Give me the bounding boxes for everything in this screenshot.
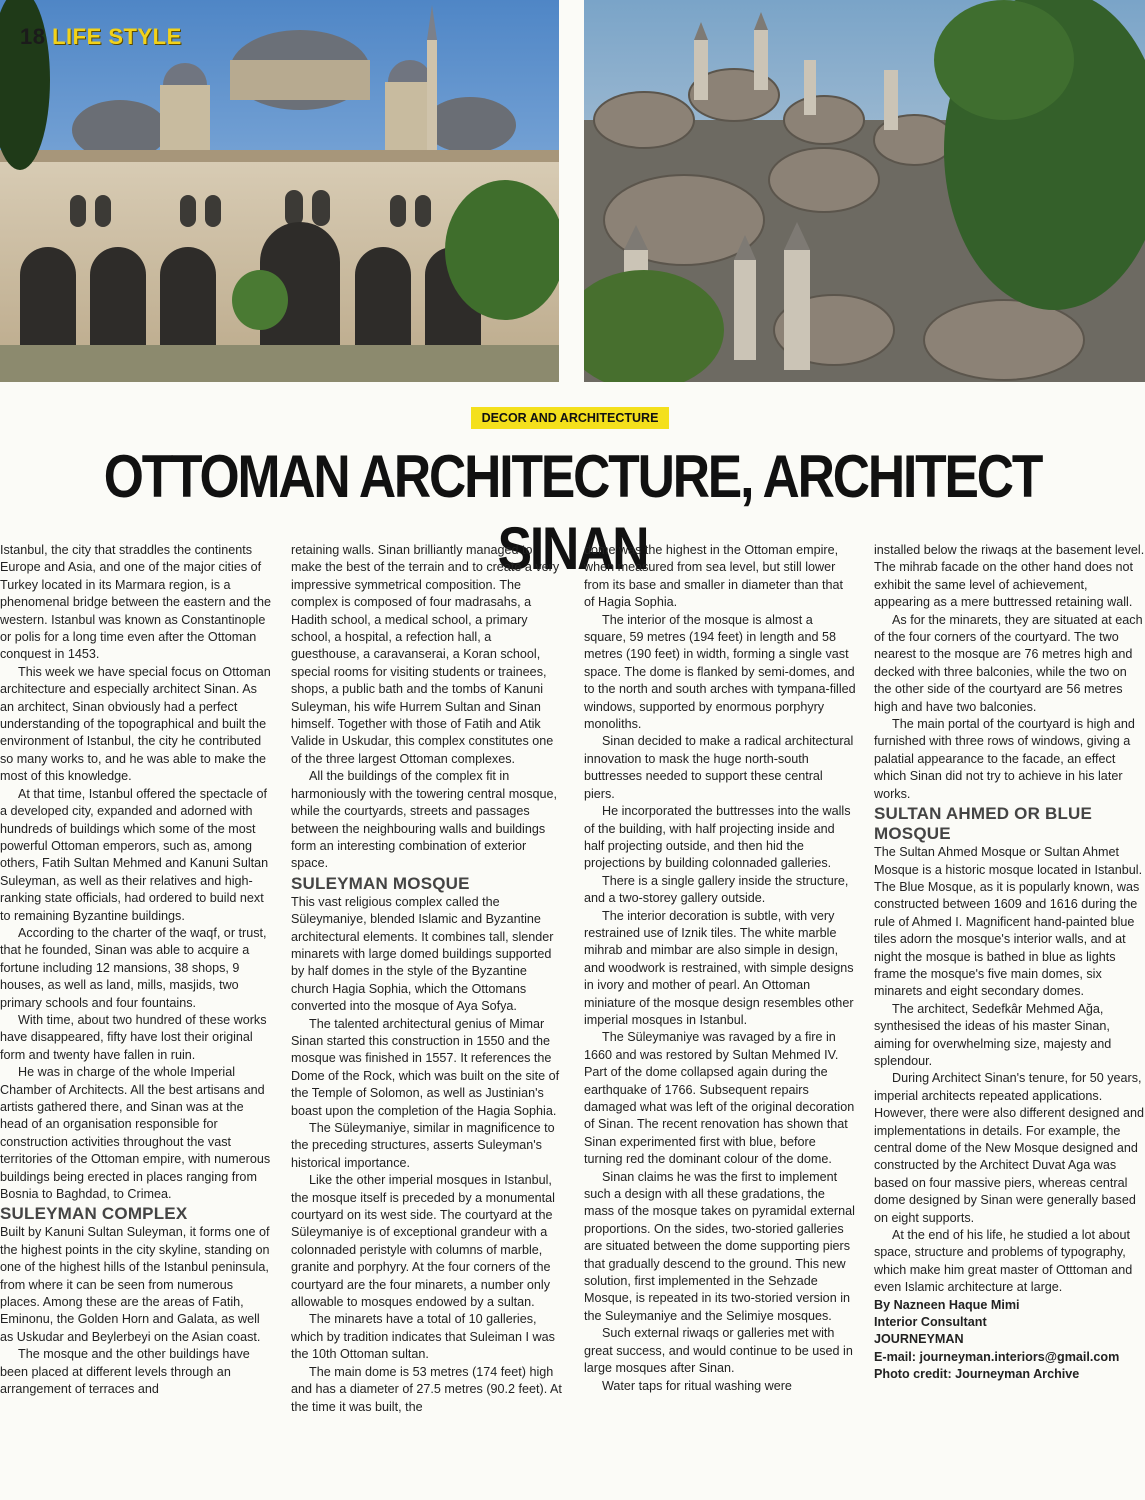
byline — [874, 1297, 1145, 1384]
paragraph: Sinan decided to make a radical architectural innovation to mask the huge north-south buttresses needed to support these central piers. — [584, 734, 854, 801]
byline-role: Interior Consultant — [874, 1315, 987, 1330]
paragraph: At that time, Istanbul offered the spectacle of a developed city, expanded and adorned with hundreds of buildings which some of the most powerful Ottoman emperors, such as, among others, Fatih Sultan Mehmed and Kanuni Sultan Suleyman, as well as their relatives and high-ranking state officials, had ordered to build next to remaining Byzantine buildings. — [0, 786, 269, 923]
paragraph: The minarets have a total of 10 galleries, which by tradition indicates that Suleiman I was the 10th Ottoman sultan. — [291, 1312, 555, 1362]
paragraph: installed below the riwaqs at the basement level. The mihrab facade on the other hand does not exhibit the same level of achievement, appearing as a mere buttressed retaining wall. — [874, 543, 1145, 610]
paragraph: The interior decoration is subtle, with very restrained use of Iznik tiles. The white marble mihrab and mimbar are also simple in design, and woodwork is restrained, with simple designs in ivory and mother of pearl. An Ottoman miniature of the mosque design resembles other imperial mosques in Istanbul. — [584, 908, 854, 1027]
subheading: SULTAN AHMED OR BLUE MOSQUE — [874, 804, 1093, 844]
photo-mosque-domes — [584, 0, 1145, 382]
paragraph: dome was the highest in the Ottoman empire, when measured from sea level, but still lower from its base and smaller in diameter than that of Hagia Sophia. — [584, 543, 843, 610]
byline-email: E-mail: journeyman.interiors@gmail.com — [874, 1349, 1120, 1364]
paragraph: The Sultan Ahmed Mosque or Sultan Ahmet Mosque is a historic mosque located in Istanbul. The Blue Mosque, as it is popularly known, was constructed between 1609 and 1616 during the rule of Ahmed I. Magnificent hand-painted blue tiles adorn the mosque's interior walls, and at night the mosque is bathed in blue as lights frame the mosque's five main domes, six minarets and eight secondary domes. — [874, 845, 1143, 999]
paragraph: He was in charge of the whole Imperial Chamber of Architects. All the best artisans and artists gathered there, and Sinan was at the head of an organisation responsible for construction activities throughout the vast territories of the Ottoman empire, with numerous buildings being erected in places ranging from Bosnia to Baghdad, to Crimea. — [0, 1065, 271, 1202]
paragraph: At the end of his life, he studied a lot about space, structure and problems of typography, which make him great master of Otttoman and even Islamic architecture at large. — [874, 1228, 1133, 1295]
paragraph: retaining walls. Sinan brilliantly managed to make the best of the terrain and to create a very impressive symmetrical composition. The complex is composed of four madrasahs, a Hadith school, a medical school, a primary school, a hospital, a refection hall, a guesthouse, a caravanserai, a Koran school, special rooms for visiting students or trainees, shops, a public bath and the tombs of Kanuni Suleyman, his wife Hurrem Sultan and Sinan himself. Together with those of Fatih and Atik Valide in Uskudar, this complex constitutes one of the three largest Ottoman complexes. — [291, 543, 560, 766]
paragraph: The main dome is 53 metres (174 feet) high and has a diameter of 27.5 metres (90.2 feet). At the time it was built, the — [291, 1364, 562, 1414]
article-column-1 — [0, 542, 272, 1399]
article-column-3 — [584, 542, 856, 1395]
paragraph: During Architect Sinan's tenure, for 50 years, imperial architects repeated applications. However, there were also different designed and implementations in details. For example, the central dome of the New Mosque designed and constructed by the Architect Duvat Aga was based on four massive piers, whereas central dome designed by Sinan were generally based on eight supports. — [874, 1071, 1145, 1225]
article-column-2 — [291, 542, 563, 1416]
paragraph: All the buildings of the complex fit in harmoniously with the towering central mosque, while the courtyards, streets and passages between the neighbouring walls and buildings form an interesting combination of exterior space. — [291, 769, 557, 871]
subheading: SULEYMAN COMPLEX — [0, 1204, 188, 1224]
article-column-4 — [874, 542, 1145, 1384]
section-name: LIFE STYLE — [52, 24, 182, 49]
byline-author: By Nazneen Haque Mimi — [874, 1297, 1020, 1312]
paragraph: The Süleymaniye was ravaged by a fire in 1660 and was restored by Sultan Mehmed IV. Part of the dome collapsed again during the earthquake of 1766. Subsequent repairs damaged what was left of the original decoration of Sinan. The recent renovation has shown that Sinan experimented first with blue, before turning red the dominant colour of the dome. — [584, 1030, 855, 1167]
photo-mosque-facade — [0, 0, 559, 382]
paragraph: As for the minarets, they are situated at each of the four corners of the courtyard. The two nearest to the mosque are 76 metres high and decked with three balconies, while the two on the other side of the courtyard are 56 metres high and have two balconies. — [874, 612, 1143, 714]
paragraph: With time, about two hundred of these works have disappeared, fifty have lost their original form and twenty have fallen in ruin. — [0, 1012, 267, 1062]
paragraph: There is a single gallery inside the structure, and a two-storey gallery outside. — [584, 873, 849, 906]
paragraph: Istanbul, the city that straddles the continents Europe and Asia, and one of the major cities of Turkey located in its Marmara region, is a phenomenal bridge between the eastern and the western. Istanbul was known as Constantinople or polis for a long time even after the Ottoman conquest in 1453. — [0, 543, 271, 662]
paragraph: The architect, Sedefkâr Mehmed Ağa, synthesised the ideas of his master Sinan, aiming for overwhelming size, majesty and splendour. — [874, 1001, 1112, 1068]
photo-credit: Photo credit: Journeyman Archive — [874, 1367, 1080, 1382]
page-number: 18 — [20, 24, 46, 49]
headline: OTTOMAN ARCHITECTURE, ARCHITECT SINAN — [103, 443, 1042, 582]
paragraph: The Süleymaniye, similar in magnificence to the preceding structures, asserts Suleyman's historical importance. — [291, 1121, 555, 1170]
byline-org: JOURNEYMAN — [874, 1332, 964, 1347]
paragraph: The talented architectural genius of Mimar Sinan started this construction in 1550 and the mosque was finished in 1557. It references the Dome of the Rock, which was built on the site of the Temple of Solomon, as well as Justinian's boast upon the completion of the Hagia Sophia. — [291, 1016, 560, 1118]
kicker-label: DECOR AND ARCHITECTURE — [471, 407, 669, 429]
paragraph: According to the charter of the waqf, or trust, that he founded, Sinan was able to acquire a fortune including 12 mansions, 38 shops, 9 houses, as well as land, mills, masjids, two primary schools and four fountains. — [0, 925, 267, 1010]
paragraph: Water taps for ritual washing were — [602, 1378, 792, 1393]
paragraph: The main portal of the courtyard is high and furnished with three rows of windows, giving a palatial appearance to the facade, an effect which Sinan did not try to achieve in his later works. — [874, 717, 1135, 801]
paragraph: Built by Kanuni Sultan Suleyman, it forms one of the highest points in the city skyline, standing on one of the highest hills of the Istanbul peninsula, from where it can be seen from numerous places. Among these are the areas of Fatih, Eminonu, the Golden Horn and Galata, as well as Uskudar and Beylerbeyi on the Asian coast. — [0, 1225, 270, 1344]
section-header — [20, 24, 182, 50]
subheading: SULEYMAN MOSQUE — [291, 873, 470, 893]
paragraph: This week we have special focus on Ottoman architecture and especially architect Sinan. As an architect, Sinan obviously had a perfect understanding of the topographical and built the environment of Istanbul, the city he contributed so many works to, and he was able to make the most of this knowledge. — [0, 664, 271, 784]
paragraph: The mosque and the other buildings have been placed at different levels through an arrangement of terraces and — [0, 1347, 250, 1397]
paragraph: This vast religious complex called the Süleymaniye, blended Islamic and Byzantine architectural elements. It combines tall, slender minarets with large domed buildings supported by half domes in the style of the Byzantine church Hagia Sophia, which the Ottomans converted into the mosque of Aya Sofya. — [291, 894, 554, 1014]
paragraph: Sinan claims he was the first to implement such a design with all these gradations, the mass of the mosque takes on pyramidal external proportions. On the sides, two-storied galleries are situated between the dome supporting piers that gradually descend to the ground. This new solution, first implemented in the Sehzade Mosque, is repeated in its two-storied version in the Suleymaniye and the Selimiye mosques. — [584, 1169, 855, 1323]
paragraph: He incorporated the buttresses into the walls of the building, with half projecting inside and half projecting outside, and then hid the projections by building colonnaded galleries. — [584, 804, 851, 871]
paragraph: Like the other imperial mosques in Istanbul, the mosque itself is preceded by a monumental courtyard on its west side. The courtyard at the Süleymaniye is of exceptional grandeur with a colonnaded peristyle with columns of marble, granite and porphyry. At the four corners of the courtyard are the four minarets, a number only allowable to mosques endowed by a sultan. — [291, 1173, 555, 1310]
paragraph: Such external riwaqs or galleries met with great success, and would continue to be used in large mosques after Sinan. — [584, 1326, 853, 1376]
paragraph: The interior of the mosque is almost a square, 59 metres (194 feet) in length and 58 metres (190 feet) in width, forming a single vast space. The dome is flanked by semi-domes, and to the north and south arches with tympana-filled windows, supported by enormous porphyry monoliths. — [584, 612, 856, 732]
